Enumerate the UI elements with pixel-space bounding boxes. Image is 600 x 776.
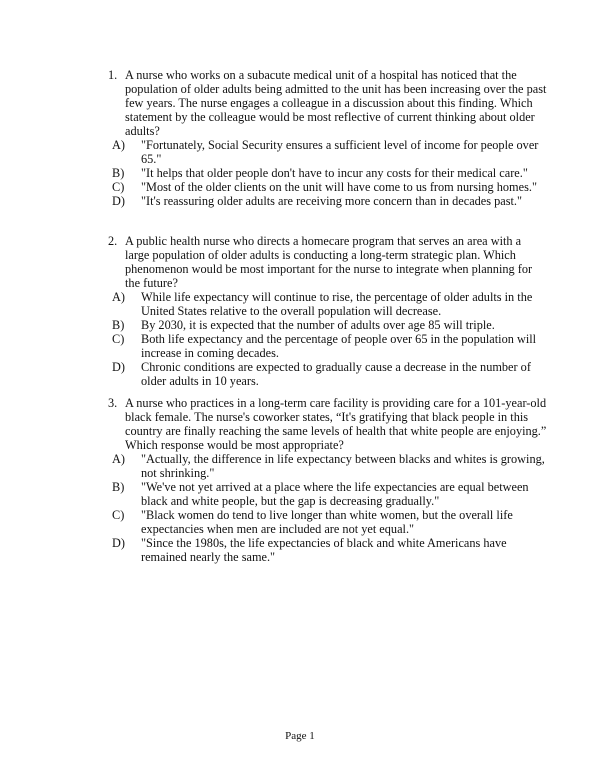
option-b: [112, 480, 548, 508]
option-letter: D): [112, 360, 125, 374]
option-text: Both life expectancy and the percentage of people over 65 in the population will increase in coming decades.: [141, 332, 537, 360]
question-2: [108, 234, 548, 388]
option-d: [112, 194, 548, 208]
option-c: [112, 180, 548, 194]
option-letter: B): [112, 318, 125, 332]
option-text: Chronic conditions are expected to gradually cause a decrease in the number of older adults in 10 years.: [141, 360, 531, 388]
question-stem: A nurse who works on a subacute medical unit of a hospital has noticed that the population of older adults being admitted to the unit has been increasing over the past few years. The nurse engages a colleague in a discussion about this finding. Which statement by the colleague would be most reflective of current thinking about older adults?: [125, 68, 547, 138]
option-text: "Most of the older clients on the unit will have come to us from nursing homes.": [141, 180, 537, 194]
option-letter: B): [112, 480, 125, 494]
option-letter: D): [112, 194, 125, 208]
option-d: [112, 360, 548, 388]
question-stem: A public health nurse who directs a homecare program that serves an area with a large population of older adults is conducting a long-term strategic plan. Which phenomenon would be most important for the nurse to integrate when planning for the future?: [125, 234, 533, 290]
option-text: By 2030, it is expected that the number of adults over age 85 will triple.: [141, 318, 495, 332]
option-text: "It helps that older people don't have to incur any costs for their medical care.": [141, 166, 528, 180]
option-letter: A): [112, 290, 125, 304]
option-text: "Since the 1980s, the life expectancies of black and white Americans have remained nearly the same.": [141, 536, 507, 564]
question-1: [108, 68, 548, 208]
option-letter: A): [112, 452, 125, 466]
option-text: "We've not yet arrived at a place where the life expectancies are equal between black and white people, but the gap is decreasing gradually.": [141, 480, 529, 508]
question-number: 1.: [108, 68, 118, 82]
option-letter: C): [112, 508, 125, 522]
option-a: [112, 290, 548, 318]
question-number: 3.: [108, 396, 118, 410]
options-list: [108, 290, 548, 388]
option-b: [112, 318, 548, 332]
option-letter: A): [112, 138, 125, 152]
option-letter: C): [112, 180, 125, 194]
question-3: [108, 396, 548, 564]
option-a: [112, 452, 548, 480]
options-list: [108, 138, 548, 208]
option-letter: C): [112, 332, 125, 346]
option-text: "Black women do tend to live longer than white women, but the overall life expectancies when men are included are not yet equal.": [141, 508, 513, 536]
option-a: [112, 138, 548, 166]
question-stem: A nurse who practices in a long-term care facility is providing care for a 101-year-old black female. The nurse's coworker states, “It's gratifying that black people in this country are finally reaching the same levels of health that white people are enjoying.” Which response would be most appropriate?: [125, 396, 547, 452]
option-c: [112, 508, 548, 536]
question-number: 2.: [108, 234, 118, 248]
page-number: Page 1: [285, 730, 315, 742]
option-letter: B): [112, 166, 125, 180]
option-text: While life expectancy will continue to rise, the percentage of older adults in the United States relative to the overall population will decrease.: [141, 290, 533, 318]
option-letter: D): [112, 536, 125, 550]
option-d: [112, 536, 548, 564]
option-b: [112, 166, 548, 180]
option-text: "Fortunately, Social Security ensures a sufficient level of income for people over 65.": [141, 138, 539, 166]
option-text: "It's reassuring older adults are receiving more concern than in decades past.": [141, 194, 523, 208]
option-text: "Actually, the difference in life expectancy between blacks and whites is growing, not shrinking.": [141, 452, 545, 480]
options-list: [108, 452, 548, 564]
option-c: [112, 332, 548, 360]
